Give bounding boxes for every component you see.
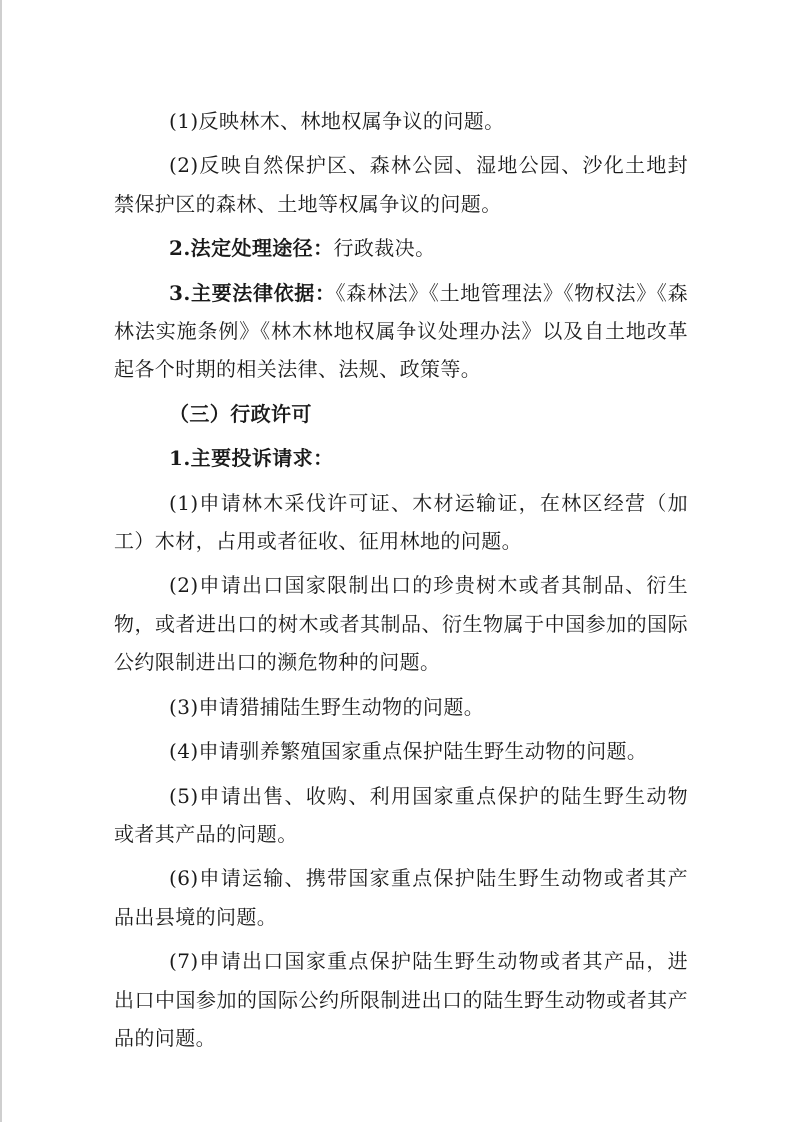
paragraph-legal-basis — [114, 274, 688, 389]
paragraph-text: (1)申请林木采伐许可证、木材运输证，在林区经营（加工）木材，占用或者征收、征用林地的问题。 — [114, 490, 688, 554]
paragraph-dispute-forest-land — [114, 102, 688, 140]
paragraph-text: (2)反映自然保护区、森林公园、湿地公园、沙化土地封禁保护区的森林、土地等权属争议的问题。 — [114, 153, 688, 216]
paragraph-breeding-permit — [114, 732, 688, 770]
paragraph-text: (7)申请出口国家重点保护陆生野生动物或者其产品，进出口中国参加的国际公约所限制进出口的陆生野生动物或者其产品的问题。 — [114, 949, 688, 1050]
paragraph-text: (3)申请猎捕陆生野生动物的问题。 — [169, 694, 485, 719]
paragraph-transport-out-of-county — [114, 859, 688, 936]
section-heading-administrative-license — [114, 395, 688, 433]
paragraph-dispute-protected-areas — [114, 146, 688, 223]
paragraph-legal-handling-route — [114, 229, 688, 267]
paragraph-export-wildlife — [114, 942, 688, 1057]
paragraph-main-complaint-requests — [114, 439, 688, 477]
page-left-edge — [0, 0, 2, 1122]
document-body — [114, 102, 688, 1057]
section-heading-label: （三）行政许可 — [169, 401, 312, 426]
paragraph-text: (1)反映林木、林地权属争议的问题。 — [169, 109, 505, 133]
paragraph-text: (5)申请出售、收购、利用国家重点保护的陆生野生动物或者其产品的问题。 — [114, 783, 688, 846]
paragraph-heading-label: 1.主要投诉请求： — [169, 446, 334, 471]
paragraph-text: 《森林法》《土地管理法》《物权法》《森林法实施条例》《林木林地权属争议处理办法》以及自土地改革起各个时期的相关法律、法规、政策等。 — [114, 280, 688, 382]
paragraph-text: (2)申请出口国家限制出口的珍贵树木或者其制品、衍生物，或者进出口的树木或者其制品、衍生物属于中国参加的国际公约限制进出口的濒危物种的问题。 — [114, 573, 688, 675]
paragraph-heading-label: 2.法定处理途径： — [169, 236, 334, 261]
paragraph-export-precious-trees — [114, 566, 688, 681]
paragraph-sale-purchase-use — [114, 777, 688, 854]
paragraph-heading-label: 3.主要法律依据： — [169, 280, 336, 305]
paragraph-text: (6)申请运输、携带国家重点保护陆生野生动物或者其产品出县境的问题。 — [114, 866, 688, 929]
paragraph-hunting-permit — [114, 688, 688, 726]
paragraph-logging-permit — [114, 484, 688, 561]
paragraph-text: 行政裁决。 — [333, 236, 436, 261]
paragraph-text: (4)申请驯养繁殖国家重点保护陆生野生动物的问题。 — [169, 739, 648, 764]
